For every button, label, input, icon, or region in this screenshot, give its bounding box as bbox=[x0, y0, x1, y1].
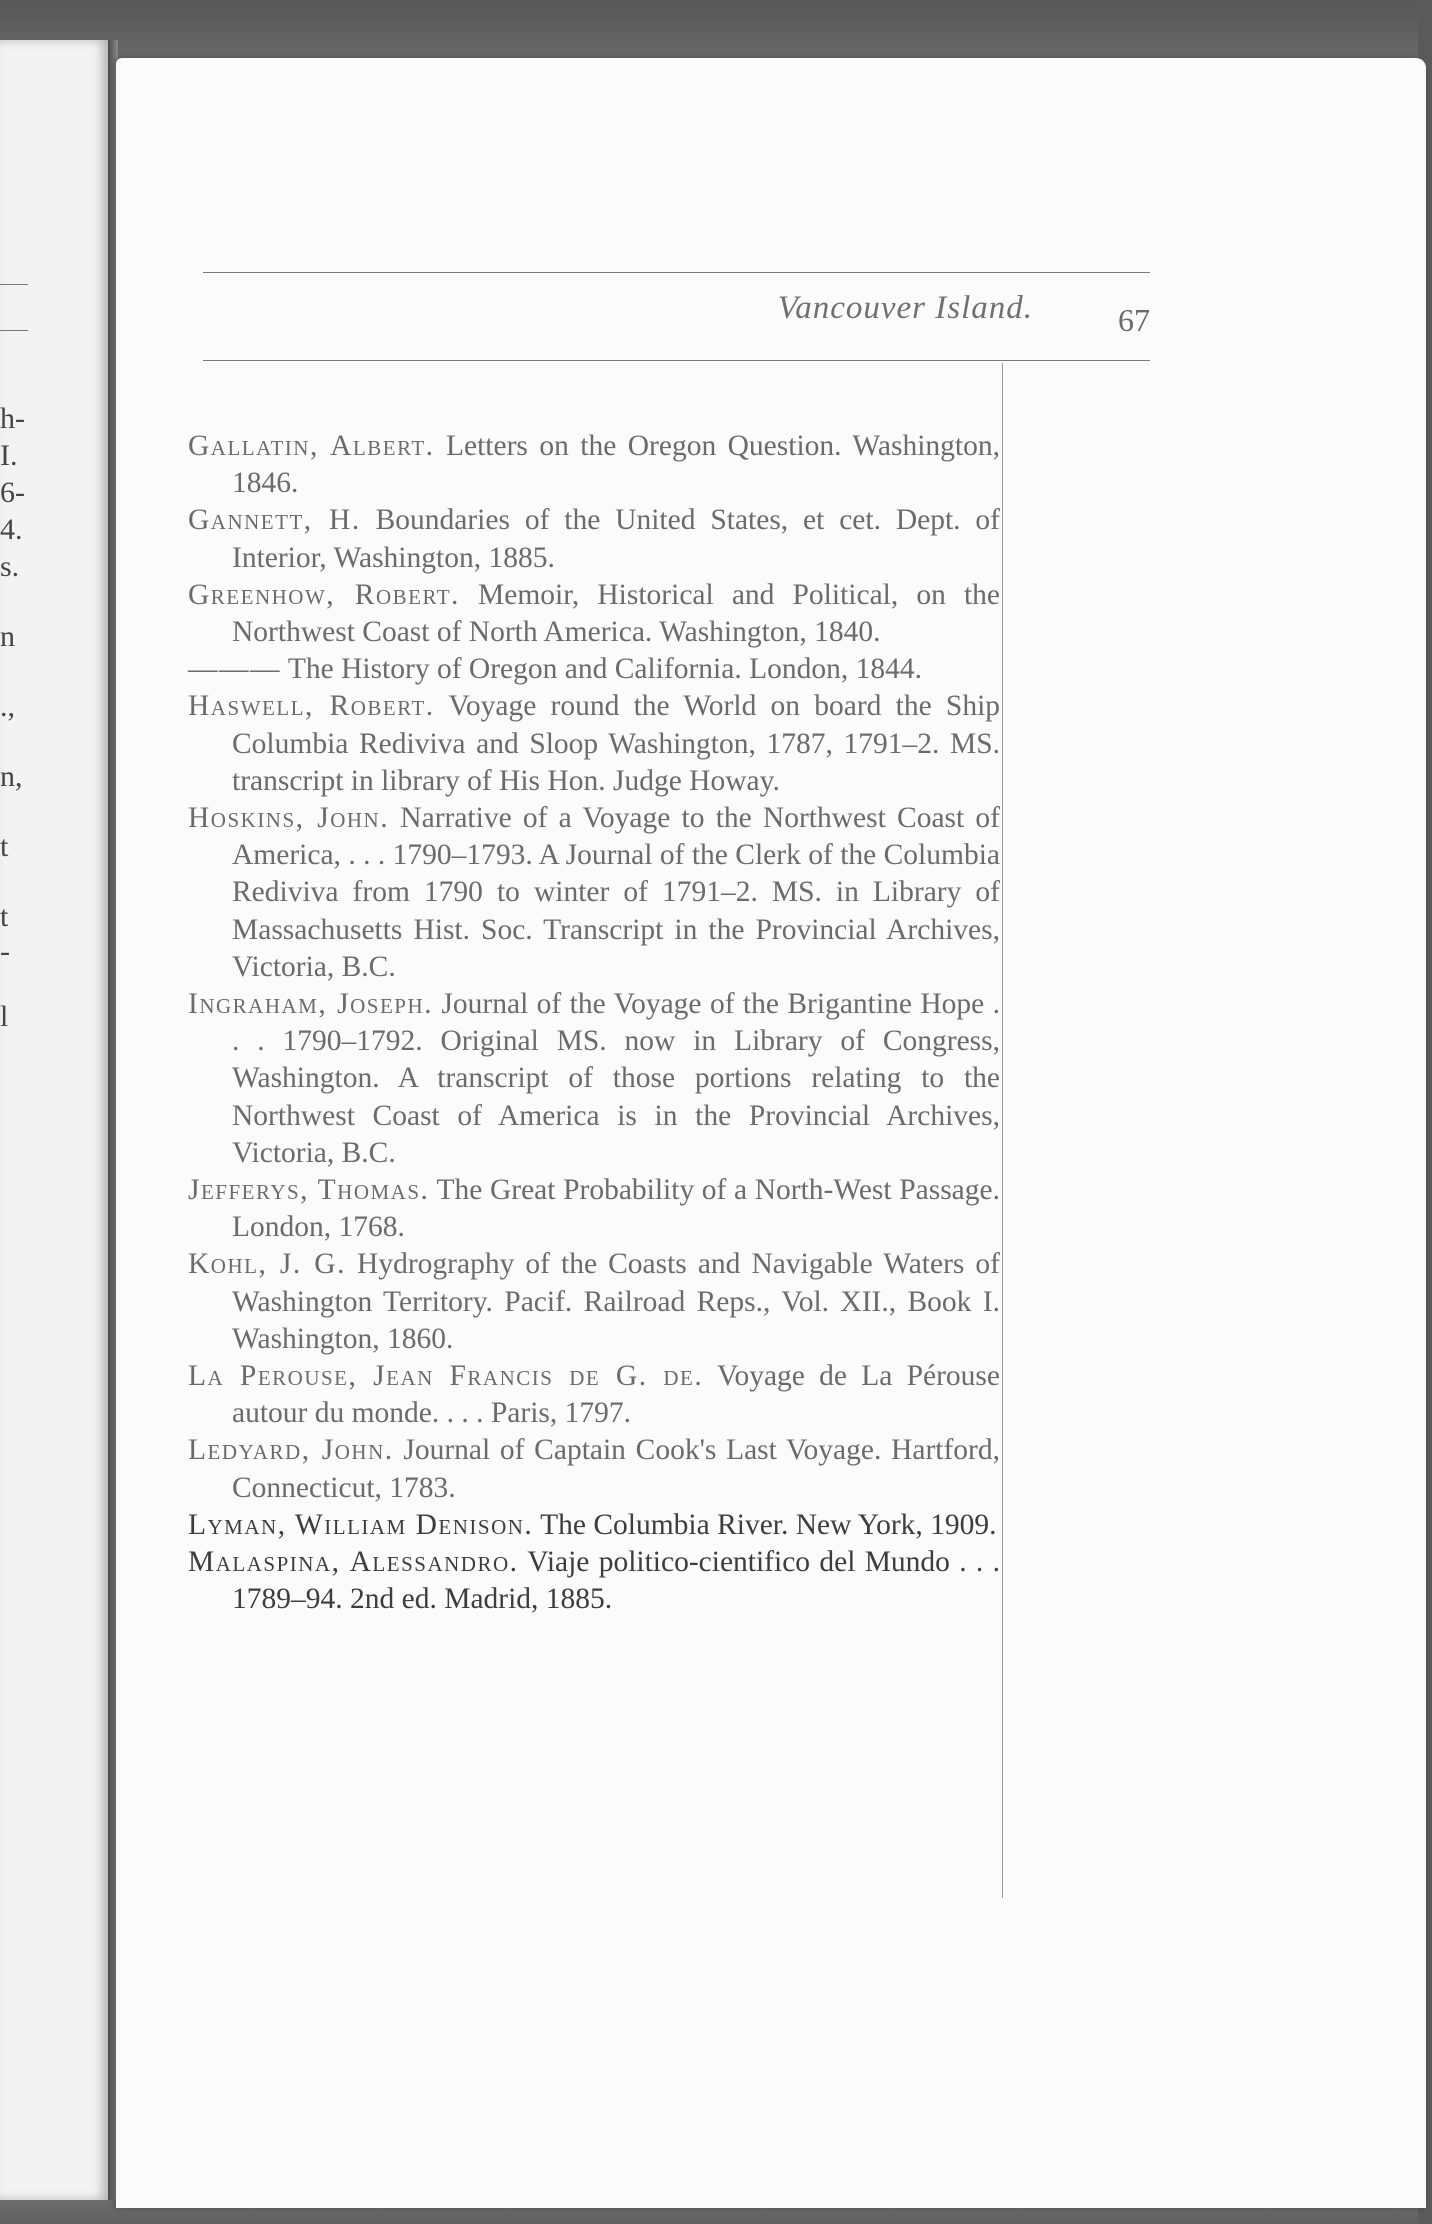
bibliography-entry bbox=[188, 986, 1000, 1172]
entry-author: Malaspina, Alessandro. bbox=[188, 1546, 519, 1579]
facing-page-fragment: I. bbox=[0, 439, 18, 472]
entry-text: Hydrography of the Coasts and Navigable Waters of Washington Territory. Pacif. Railroad Reps., Vol. XII., Book I. Washington, 1860. bbox=[232, 1248, 1001, 1355]
facing-page-fragment: - bbox=[0, 935, 10, 968]
bibliography-entry bbox=[188, 577, 1000, 651]
bibliography-entry bbox=[188, 428, 1000, 502]
facing-page-rule bbox=[0, 330, 28, 331]
facing-page-fragment: n bbox=[0, 620, 15, 653]
entry-author: Haswell, Robert. bbox=[188, 690, 435, 723]
book-page bbox=[116, 58, 1426, 2208]
entry-text: The Columbia River. New York, 1909. bbox=[540, 1508, 997, 1541]
bibliography-list bbox=[188, 428, 1000, 1619]
bibliography-entry bbox=[188, 502, 1000, 576]
entry-author: Ingraham, Joseph. bbox=[188, 988, 433, 1021]
bibliography-entry bbox=[188, 1432, 1000, 1506]
entry-author: Kohl, J. G. bbox=[188, 1248, 346, 1281]
bibliography-entry bbox=[188, 1172, 1000, 1246]
entry-text: Voyage de La Pérouse autour du monde. . . . Paris, 1797. bbox=[232, 1360, 1000, 1430]
facing-page-fragment: h- bbox=[0, 402, 25, 435]
entry-text: Boundaries of the United States, et cet. Dept. of Interior, Washington, 1885. bbox=[232, 504, 1001, 574]
entry-text: Memoir, Historical and Political, on the Northwest Coast of North America. Washington, 1840. bbox=[232, 578, 1000, 649]
facing-page-fragment: 4. bbox=[0, 513, 23, 546]
entry-author: Hoskins, John. bbox=[188, 802, 390, 835]
entry-author: ——— bbox=[188, 653, 281, 686]
running-title: Vancouver Island. bbox=[777, 290, 1033, 326]
entry-author: Gannett, H. bbox=[188, 504, 361, 537]
facing-page-fragment: l bbox=[0, 1000, 9, 1033]
entry-text: The Great Probability of a North-West Passage. London, 1768. bbox=[232, 1174, 1000, 1244]
header-bottom-rule bbox=[203, 360, 1150, 361]
entry-text: Letters on the Oregon Question. Washington, 1846. bbox=[232, 430, 1000, 500]
entry-author: Lyman, William Denison. bbox=[188, 1508, 534, 1541]
facing-page-edge bbox=[0, 40, 108, 2200]
bibliography-entry bbox=[188, 688, 1000, 800]
entry-author: Greenhow, Robert. bbox=[188, 578, 460, 611]
entry-text: Narrative of a Voyage to the Northwest Coast of America, . . . 1790–1793. A Journal of the Clerk of the Columbia Rediviva from 1790 to winter of 1791–2. MS. in Library of Massachusetts Hist. Soc. Transcript in the Provincial Archives, Victoria, B.C. bbox=[232, 802, 1000, 983]
entry-text: Journal of Captain Cook's Last Voyage. Hartford, Connecticut, 1783. bbox=[232, 1434, 1001, 1504]
facing-page-fragment: t bbox=[0, 900, 9, 933]
facing-page-fragment: s. bbox=[0, 550, 20, 583]
bibliography-entry bbox=[188, 1507, 1000, 1544]
bibliography-entry bbox=[188, 1544, 1000, 1618]
bibliography-entry bbox=[188, 1358, 1000, 1432]
column-rule bbox=[1002, 363, 1003, 1898]
bibliography-entry bbox=[188, 800, 1000, 986]
facing-page-fragment: t bbox=[0, 830, 9, 863]
facing-page-fragment: ., bbox=[0, 690, 15, 723]
header-top-rule bbox=[203, 272, 1150, 273]
entry-author: Ledyard, John. bbox=[188, 1434, 394, 1467]
entry-text: Viaje politico-cientifico del Mundo . . . 1789–94. 2nd ed. Madrid, 1885. bbox=[232, 1546, 1000, 1616]
entry-text: Journal of the Voyage of the Brigantine Hope . . . 1790–1792. Original MS. now in Library of Congress, Washington. A transcript of those portions relating to the Northwest Coast of America is in the Provincial Archives, Victoria, B.C. bbox=[232, 988, 1001, 1169]
facing-page-fragment: 6- bbox=[0, 476, 25, 509]
facing-page-rule bbox=[0, 284, 28, 285]
facing-page-fragment: n, bbox=[0, 760, 23, 793]
entry-text: The History of Oregon and California. London, 1844. bbox=[287, 653, 922, 686]
bibliography-entry bbox=[188, 651, 1000, 688]
entry-text: Voyage round the World on board the Ship Columbia Rediviva and Sloop Washington, 1787, 1791–2. MS. transcript in library of His Hon. Judge Howay. bbox=[232, 690, 1001, 797]
entry-author: Gallatin, Albert. bbox=[188, 430, 435, 462]
entry-author: Jefferys, Thomas. bbox=[188, 1174, 430, 1207]
bibliography-entry bbox=[188, 1246, 1000, 1358]
page-number: 67 bbox=[1118, 302, 1150, 338]
entry-author: La Perouse, Jean Francis de G. de. bbox=[188, 1360, 704, 1393]
